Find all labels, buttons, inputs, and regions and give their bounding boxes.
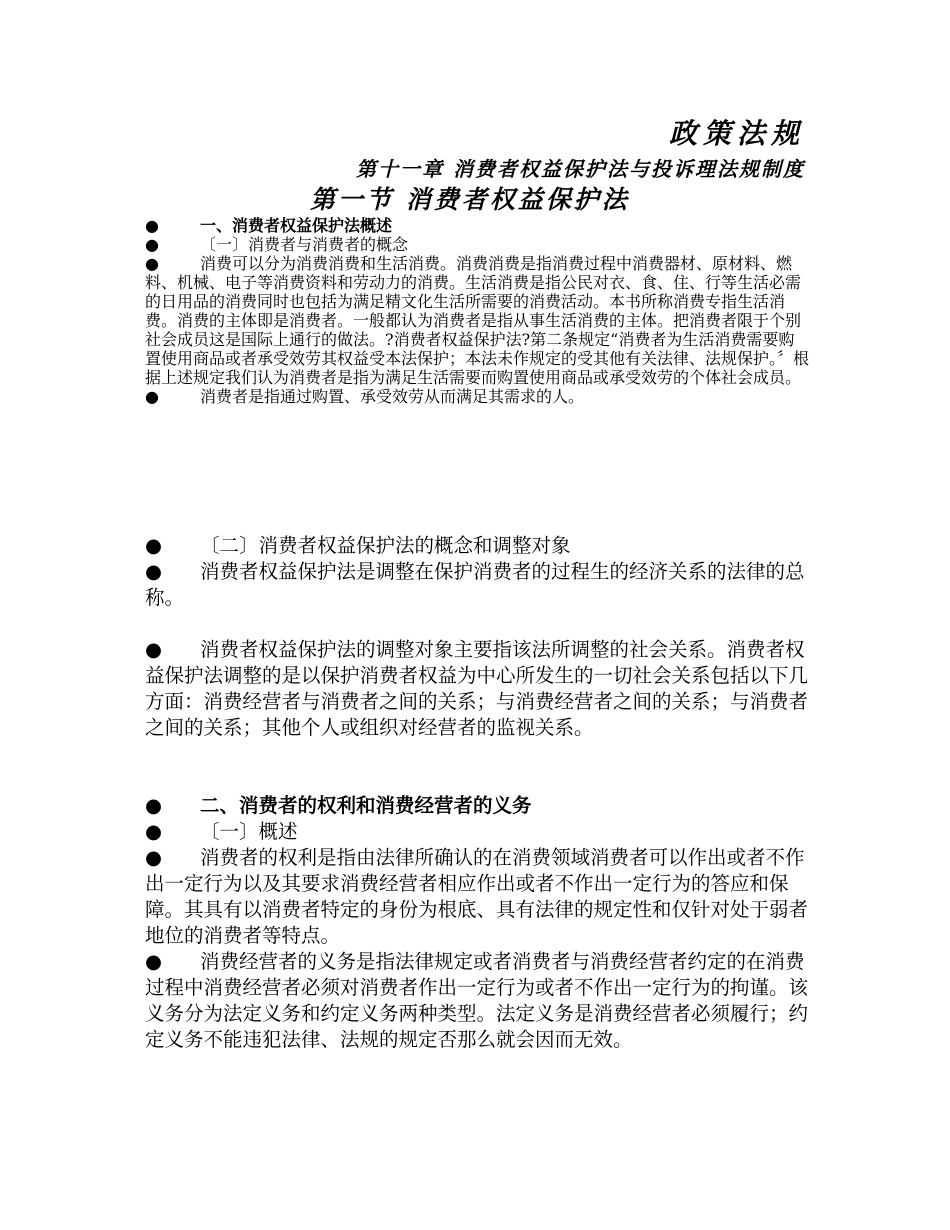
part1-subheading: 〔一〕消费者与消费者的概念 [200,235,409,254]
list-item [145,387,810,406]
list-item [145,637,810,741]
part2-heading: 二、消费者的权利和消费经营者的义务 [200,794,532,817]
bullet-icon: ● [145,820,163,843]
bullet-icon: ● [145,950,163,973]
list-item [145,793,810,819]
list-item [145,559,810,611]
paragraph: 消费者是指通过购置、承受效劳从而满足其需求的人。 [200,387,585,406]
list-item [145,819,810,845]
part2-block [145,793,810,1053]
bullet-icon: ● [145,638,163,661]
paragraph: 消费者权益保护法的调整对象主要指该法所调整的社会关系。消费者权益保护法调整的是以保护消费者权益为中心所发生的一切社会关系包括以下几方面：消费经营者与消费者之间的关系；与消费经营者之间的关系；与消费者之间的关系；其他个人或组织对经营者的监视关系。 [145,638,809,739]
part2-subheading: 〔一〕概述 [200,820,298,843]
bullet-icon: ● [145,387,159,406]
list-item [145,949,810,1053]
bullet-icon: ● [145,534,163,557]
bullet-icon: ● [145,794,163,817]
part1-heading: 一、消费者权益保护法概述 [200,216,393,235]
paragraph: 消费经营者的义务是指法律规定或者消费者与消费经营者约定的在消费过程中消费经营者必须对消费者作出一定行为或者不作出一定行为的拘谨。该义务分为法定义务和约定义务两种类型。法定义务是消费经营者必须履行；约定义务不能违犯法律、法规的规定否那么就会因而无效。 [145,950,809,1051]
bullet-icon: ● [145,235,159,254]
bullet-icon: ● [145,560,163,583]
list-item [145,235,810,254]
paragraph: 消费者权益保护法是调整在保护消费者的过程生的经济关系的法律的总称。 [145,560,805,609]
paragraph: 消费者的权利是指由法律所确认的在消费领域消费者可以作出或者不作出一定行为以及其要求消费经营者相应作出或者不作出一定行为的答应和保障。其具有以消费者特定的身份为根底、具有法律的规定性和仅针对处于弱者地位的消费者等特点。 [145,846,809,947]
bullet-icon: ● [145,216,159,235]
list-item [145,533,810,559]
list-item [145,845,810,949]
part1-block [145,216,810,406]
bullet-icon: ● [145,846,163,869]
list-item [145,254,810,387]
list-item [145,216,810,235]
part1b-block [145,533,810,741]
main-title: 政策法规 [668,117,805,150]
part1-subheading: 〔二〕消费者权益保护法的概念和调整对象 [200,534,571,557]
paragraph: 消费可以分为消费消费和生活消费。消费消费是指消费过程中消费器材、原材料、燃料、机械、电子等消费资料和劳动力的消费。生活消费是指公民对衣、食、住、行等生活必需的日用品的消费同时也包括为满足精文化生活所需要的消费活动。本书所称消费专指生活消费。消费的主体即是消费者。一般都认为消费者是指从事生活消费的主体。把消费者限于个别社会成员这是国际上通行的做法。?消费者权益保护法?第二条规定“消费者为生活消费需要购置使用商品或者承受效劳其权益受本法保护；本法未作规定的受其他有关法律、法规保护。〞根据上述规定我们认为消费者是指为满足生活需要而购置使用商品或承受效劳的个体社会成员。 [145,254,810,387]
chapter-title: 第十一章 消费者权益保护法与投诉理法规制度 [356,157,805,181]
bullet-icon: ● [145,254,159,273]
section-title: 第一节 消费者权益保护法 [310,185,630,214]
